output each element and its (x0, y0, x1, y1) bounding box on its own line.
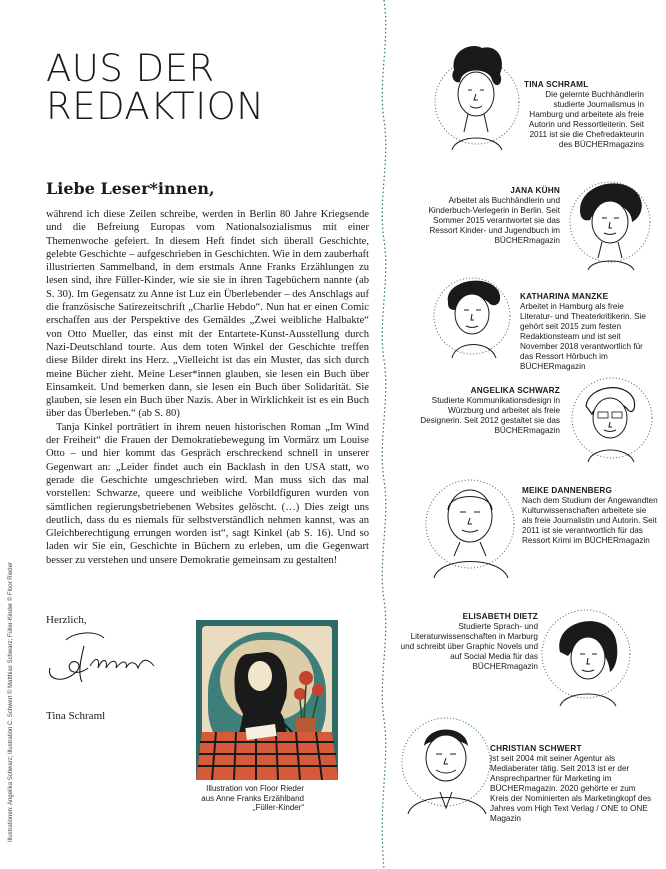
staff-bio: Nach dem Studium der Angewandten Kulturwissenschaften arbeitete sie als freie Journalistin und Autorin. Seit 2011 ist sie verantwortlich für das Ressort Krimi im BÜCHERmagazin (522, 496, 658, 545)
portrait-meike-dannenberg (420, 470, 524, 582)
staff-name: JANA KÜHN (510, 186, 560, 195)
staff-name: ANGELIKA SCHWARZ (470, 386, 560, 395)
dotted-divider (376, 0, 396, 869)
portrait-tina-schraml (432, 40, 522, 158)
staff-bio: Arbeitet als Buchhändlerin und Kinderbuch-Verlegerin in Berlin. Seit Sommer 2015 verantwortet sie das Ressort Kinder- und Jugendbuch im BÜCHERmagazin (428, 196, 560, 245)
staff-katharina-manzke (520, 292, 658, 372)
staff-name: TINA SCHRAML (524, 80, 589, 89)
title-line-2: REDAKTION (46, 85, 265, 128)
staff-bio: Studierte Kommunikationsdesign in Würzburg und arbeitet als freie Designerin. Seit 2012 gestaltet sie das BÜCHERmagazin (420, 396, 560, 435)
staff-name: MEIKE DANNENBERG (522, 486, 613, 495)
staff-name: CHRISTIAN SCHWERT (490, 744, 582, 753)
letter-paragraph-2: Tanja Kinkel porträtiert in ihrem neuen historischen Roman „Im Wind der Freiheit“ die Frauen der Demokratiebewegung im Vormärz um Louise Otto – und hier kommt das Gespräch erschreckend schnell in unserer Gegenwart an: „Leider findet auch ein Backlash in den USA statt, wo gerade die Geschichte umgeschrieben wird. Man muss sich das mal vorstellen: Schwarze, queere und weibliche Vorbildfiguren wurden von sämtlichen regierungsbetriebenen Websites gelöscht. (…) Dies zeigt uns deutlich, dass du es niemals für selbstverständlich nehmen kannst, was an Gleichberechtigung errungen worden ist“, sagt Kinkel (ab S. 16). Und so laden wir Sie ein, Geschichte in Büchern zu erleben, um die Gegenwart besser zu verstehen und unsere Demokratie gemeinsam zu gestalten! (46, 421, 369, 566)
staff-elisabeth-dietz (400, 612, 538, 672)
page-title (46, 47, 265, 128)
staff-bio: Studierte Sprach- und Literaturwissenschaften in Marburg und schreibt über Graphic Novels und auf Social Media für das BÜCHERmagazin (400, 622, 538, 671)
signature-image (44, 628, 162, 690)
staff-angelika-schwarz (420, 386, 560, 436)
portrait-angelika-schwarz (562, 370, 654, 466)
salutation: Liebe Leser*innen, (46, 179, 215, 198)
closing: Herzlich, (46, 614, 87, 626)
staff-name: KATHARINA MANZKE (520, 292, 609, 301)
letter-body (46, 208, 369, 567)
signer-name: Tina Schraml (46, 710, 106, 722)
portrait-elisabeth-dietz (538, 600, 636, 710)
portrait-katharina-manzke (432, 268, 516, 362)
staff-bio: Arbeitet in Hamburg als freie Literatur- und Theaterkritikerin. Sie gehört seit 2015 zum festen Redaktionsteam und ist seit November 2018 verantwortlich für das Ressort Hörbuch im BÜCHERmagazin (520, 302, 646, 371)
title-line-1: AUS DER (46, 47, 215, 90)
staff-christian-schwert (490, 744, 652, 824)
portrait-jana-kuehn (562, 170, 652, 274)
staff-tina-schraml (524, 80, 644, 150)
staff-meike-dannenberg (522, 486, 658, 546)
letter-paragraph-1: während ich diese Zeilen schreibe, werden in Berlin 80 Jahre Kriegsende und die Befreiung Europas vom Nationalsozialismus mit einer Themenwoche gefeiert. In diesem Heft findet sich überall Geschichte, gelebte Geschichte – aufgeschrieben in Geschichten. Wie in dem zauberhaft illustrierten Sammelband, in dem erstmals Anne Franks Erzählungen zu lesen sind, ihre Füller-Kinder, wie sie sie in ihren Tagebüchern nannte (ab S. 30). Im Gegensatz zu Anne ist Luz ein Überlebender – des Anschlags auf die französische Satirezeitschrift „Charlie Hebdo“. Nun hat er einen Comic erschaffen aus der Perspektive des Gemäldes „Zwei weibliche Halbakte“ von Otto Mueller, das einst mit der Entartete-Kunst-Ausstellung durch Nazi-Deutschland tourte. Aus dem toten Winkel der Geschichte treffen diese Bilder direkt ins Herz. „Vielleicht ist das ein Muster, das sich durch meine Bücher zieht. Meine Leser*innen glauben, sie lesen ein Buch über Einsamkeit. Und bemerken dann, sie lesen ein Buch über Solidarität. Sie glauben, sie lesen ein Buch über Nazis. Aber in Wirklichkeit ist es ein Buch über das Überleben.“ (ab S. 80) (46, 209, 369, 420)
staff-jana-kuehn (420, 186, 560, 246)
staff-bio: Die gelernte Buchhändlerin studierte Journalismus in Hamburg und arbeitete als freie Autorin und Ressortleiterin. Seit 2011 ist sie die Chefredakteurin des BÜCHERmagazins (528, 90, 644, 149)
staff-bio: Ist seit 2004 mit seiner Agentur als Mediaberater tätig. Seit 2013 ist er der Ansprechpartner für Marketing im BÜCHERmagazin. 2020 gehörte er zum Kreis der Nominierten als Marketingkopf des Jahres vom High Text Verlag / ONE to ONE Magazin (490, 754, 652, 823)
portrait-christian-schwert (396, 712, 494, 816)
illustration-caption: Illustration von Floor Rieder aus Anne Franks Erzählband „Füller-Kinder“ (201, 784, 304, 813)
photo-credits: Illustrationen: Angelika Schwarz; Illustration C. Schwert © Matthias Schwarz; Füller-Kinder © Floor Rieder (8, 562, 14, 842)
staff-name: ELISABETH DIETZ (462, 612, 538, 621)
